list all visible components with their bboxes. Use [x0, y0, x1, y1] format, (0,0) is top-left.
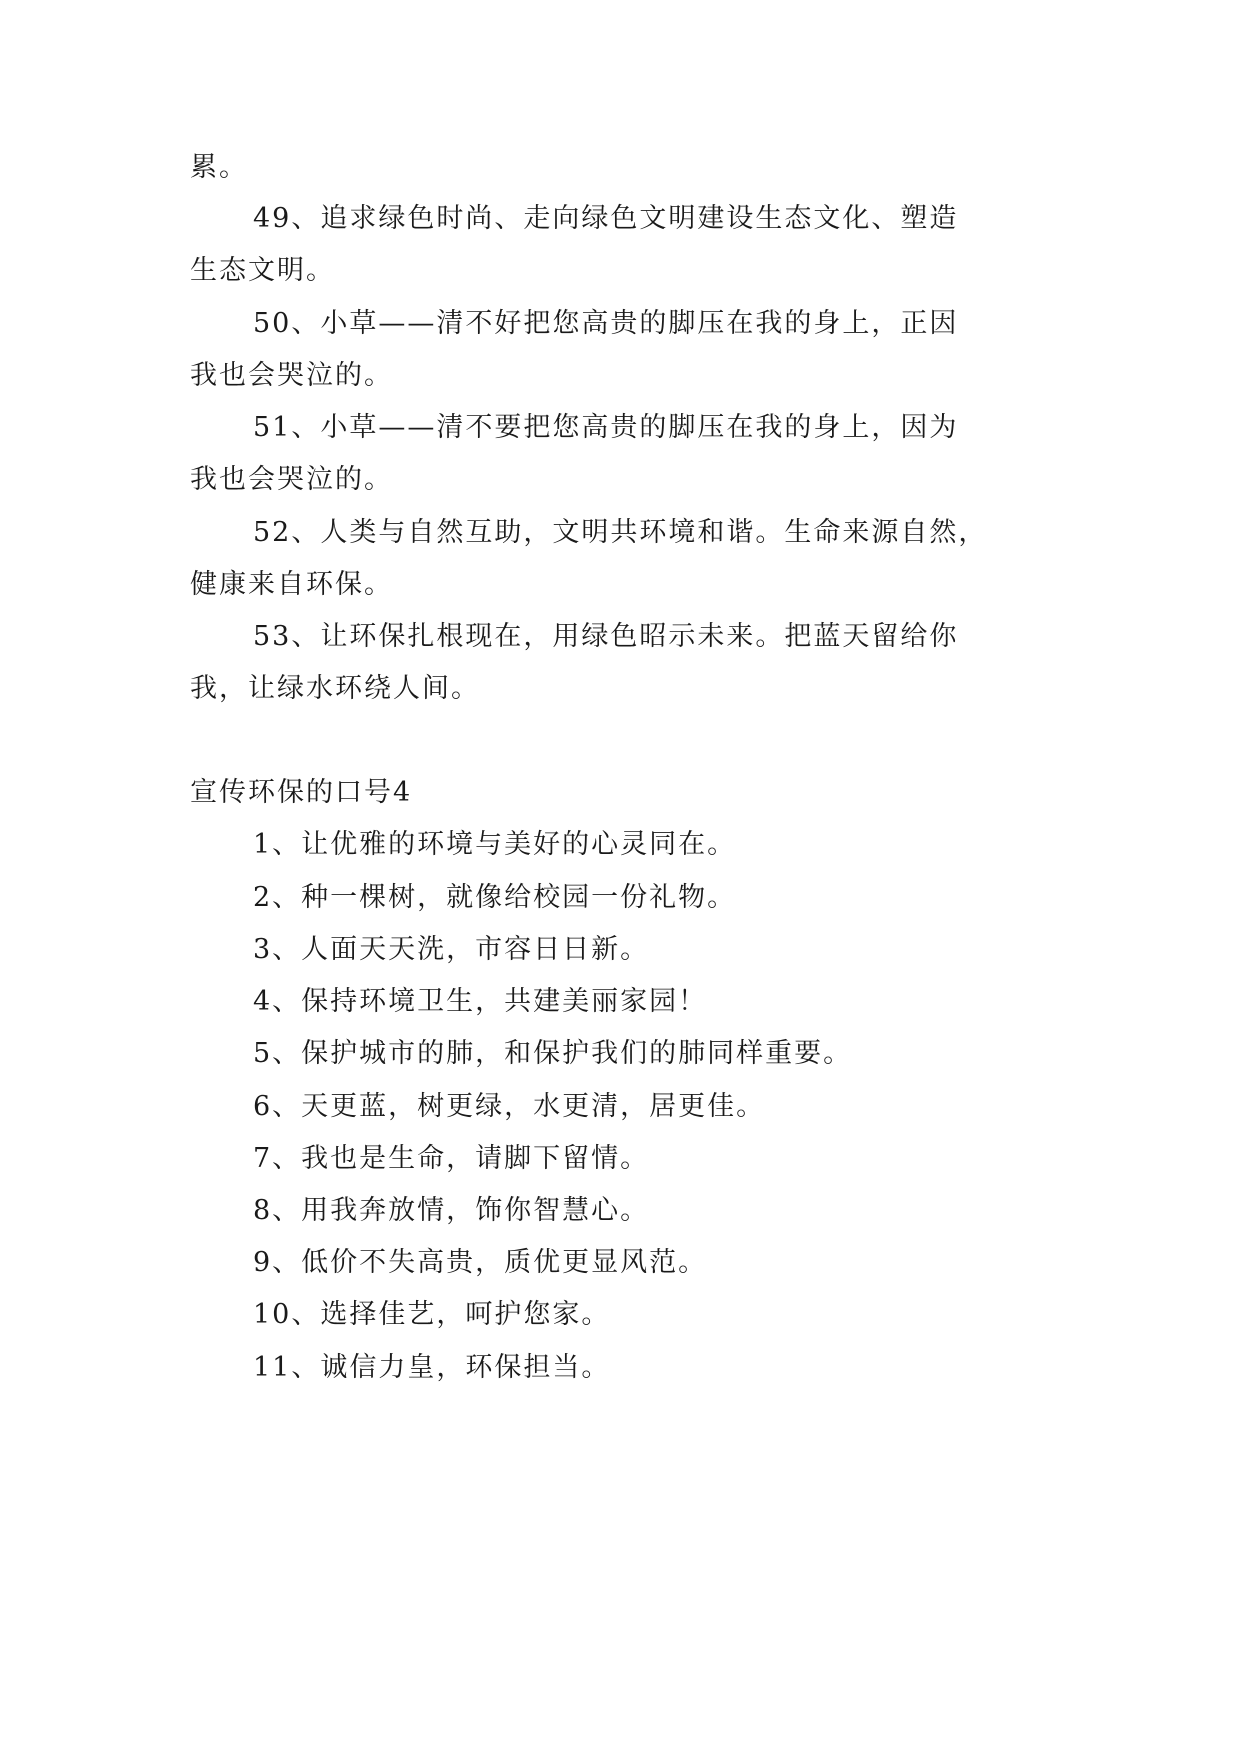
- list-item: 5、保护城市的肺，和保护我们的肺同样重要。: [253, 1038, 853, 1069]
- list-item: 9、低价不失高贵，质优更显风范。: [253, 1247, 708, 1278]
- list-item: 11、诚信力皇，环保担当。: [253, 1352, 611, 1383]
- slogan-49-line-2: 生态文明。: [190, 255, 335, 286]
- list-item: 7、我也是生命，请脚下留情。: [253, 1143, 650, 1174]
- list-item: 10、选择佳艺，呵护您家。: [253, 1299, 611, 1330]
- list-item: 8、用我奔放情，饰你智慧心。: [253, 1195, 650, 1226]
- list-item: 4、保持环境卫生，共建美丽家园！: [253, 986, 708, 1017]
- slogan-52-line-1: 52、人类与自然互助，文明共环境和谐。生命来源自然，: [253, 517, 988, 548]
- section-heading: 宣传环保的口号4: [190, 777, 413, 808]
- slogan-50-line-2: 我也会哭泣的。: [190, 360, 393, 391]
- slogan-49-line-1: 49、追求绿色时尚、走向绿色文明建设生态文化、塑造: [253, 203, 959, 234]
- slogan-52-line-2: 健康来自环保。: [190, 569, 393, 600]
- continuation-line: 累。: [190, 152, 248, 183]
- slogan-51-line-1: 51、小草——清不要把您高贵的脚压在我的身上，因为: [253, 412, 959, 443]
- list-item: 2、种一棵树，就像给校园一份礼物。: [253, 882, 737, 913]
- slogan-50-line-1: 50、小草——清不好把您高贵的脚压在我的身上，正因: [253, 308, 959, 339]
- slogan-53-line-2: 我，让绿水环绕人间。: [190, 673, 480, 704]
- list-item: 1、让优雅的环境与美好的心灵同在。: [253, 829, 737, 860]
- slogan-53-line-1: 53、让环保扎根现在，用绿色昭示未来。把蓝天留给你: [253, 621, 959, 652]
- list-item: 6、天更蓝，树更绿，水更清，居更佳。: [253, 1091, 766, 1122]
- list-item: 3、人面天天洗，市容日日新。: [253, 934, 650, 965]
- slogan-51-line-2: 我也会哭泣的。: [190, 464, 393, 495]
